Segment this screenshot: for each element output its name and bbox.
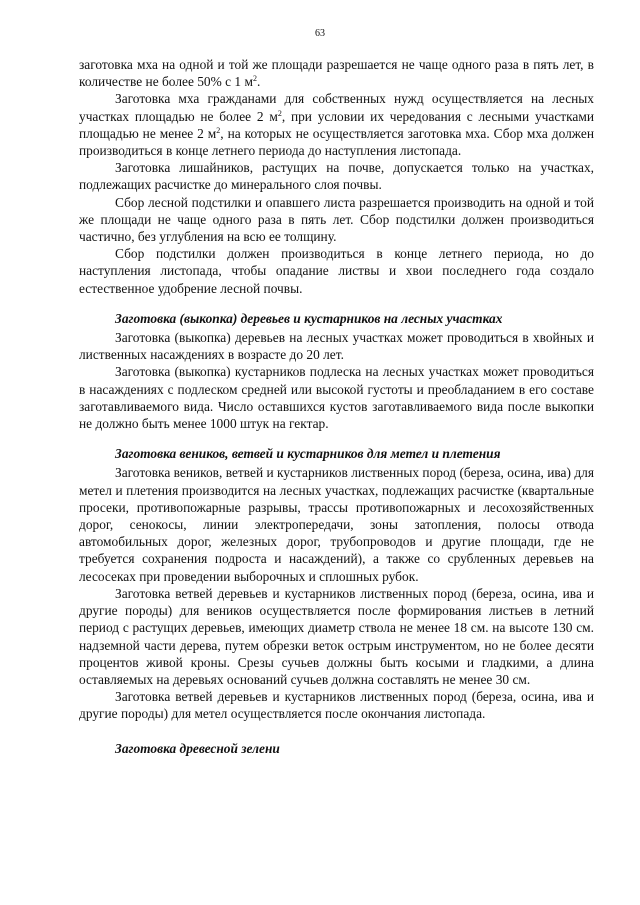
text-run: Заготовка веников, ветвей и кустарников для метел и плетения: [115, 446, 501, 462]
text-run: заготовка мха на одной и той же площади разрешается не чаще одного раза в пять лет, в количестве не более 50% с 1 м: [79, 57, 594, 90]
paragraph: [79, 464, 594, 584]
text-run: Заготовка ветвей деревьев и кустарников лиственных пород (береза, осина, ива и другие породы) для веников осуществляется после формирования листьев в летний период с растущих деревьев, имеющих диаметр ствола не менее 18 см. на высоте 130 см. надземной части дерева, путем обрезки веток острым инструментом, но не более десяти процентов живой кроны. Срезы сучьев должны быть косыми и гладкими, а длина оставляемых на деревьях оснований сучьев должна составлять не менее 30 см.: [79, 585, 594, 687]
text-run: .: [256, 74, 261, 90]
text-run: , при условии их чередования с лесными участками площадью не менее 2 м: [79, 108, 595, 141]
superscript: 2: [277, 108, 282, 118]
page-number: 63: [315, 28, 325, 39]
text-run: Сбор подстилки должен производиться в конце летнего периода, но до наступления листопада, чтобы опадание листвы и хвои последнего года создало естественное удобрение лесной почвы.: [79, 246, 594, 296]
text-run: Заготовка лишайников, растущих на почве, допускается только на участках, подлежащих расчистке до минерального слоя почвы.: [79, 160, 594, 193]
paragraph: [79, 245, 594, 297]
paragraph: [79, 194, 594, 246]
section-heading: [79, 310, 594, 327]
paragraph: [79, 90, 594, 159]
text-run: Заготовка (выкопка) деревьев на лесных участках может проводиться в хвойных и лиственных насаждениях в возрасте до 20 лет.: [79, 330, 594, 363]
document-body: [79, 56, 594, 759]
text-run: Заготовка (выкопка) кустарников подлеска на лесных участках может проводиться в насаждениях с подлеском средней или высокой густоты и преобладанием в его составе заготавливаемого вида. Число оставшихся кустов заготавливаемого вида после выкопки не должно быть менее 1000 штук на гектар.: [79, 364, 594, 432]
section-heading: [79, 740, 594, 757]
text-run: Заготовка древесной зелени: [115, 740, 280, 756]
superscript: 2: [252, 74, 257, 84]
paragraph: [79, 56, 594, 90]
section-heading: [79, 445, 594, 462]
text-run: Заготовка ветвей деревьев и кустарников лиственных пород (береза, осина, ива и другие породы) для метел осуществляется после окончания листопада.: [79, 689, 594, 722]
paragraph: [79, 363, 594, 432]
paragraph: [79, 688, 594, 722]
text-run: Заготовка веников, ветвей и кустарников лиственных пород (береза, осина, ива) для метел и плетения производится на лесных участках, подлежащих расчистке (квартальные просеки, противопожарные разрывы, трассы противопожарных и лесохозяйственных дорог, сенокосы, линии электропередачи, зоны затопления, полосы отвода автомобильных дорог, железных дорог, трубопроводов и другие площади, где не требуется сохранения подроста и насаждений), а также со срубленных деревьев на лесосеках при проведении выборочных и сплошных рубок.: [79, 465, 594, 584]
text-run: Заготовка мха гражданами для собственных нужд осуществляется на лесных участках площадью не более 2 м: [79, 91, 594, 124]
paragraph: [79, 585, 594, 688]
text-run: Сбор лесной подстилки и опавшего листа разрешается производить на одной и той же площади не чаще одного раза в пять лет. Сбор подстилки должен производиться частично, без углубления на всю ее толщину.: [79, 194, 594, 245]
paragraph: [79, 329, 594, 363]
superscript: 2: [216, 125, 221, 135]
text-run: , на которых не осуществляется заготовка мха. Сбор мха должен производиться в конце летнего периода до наступления листопада.: [79, 125, 594, 159]
paragraph: [79, 159, 594, 193]
text-run: Заготовка (выкопка) деревьев и кустарников на лесных участках: [115, 310, 503, 326]
